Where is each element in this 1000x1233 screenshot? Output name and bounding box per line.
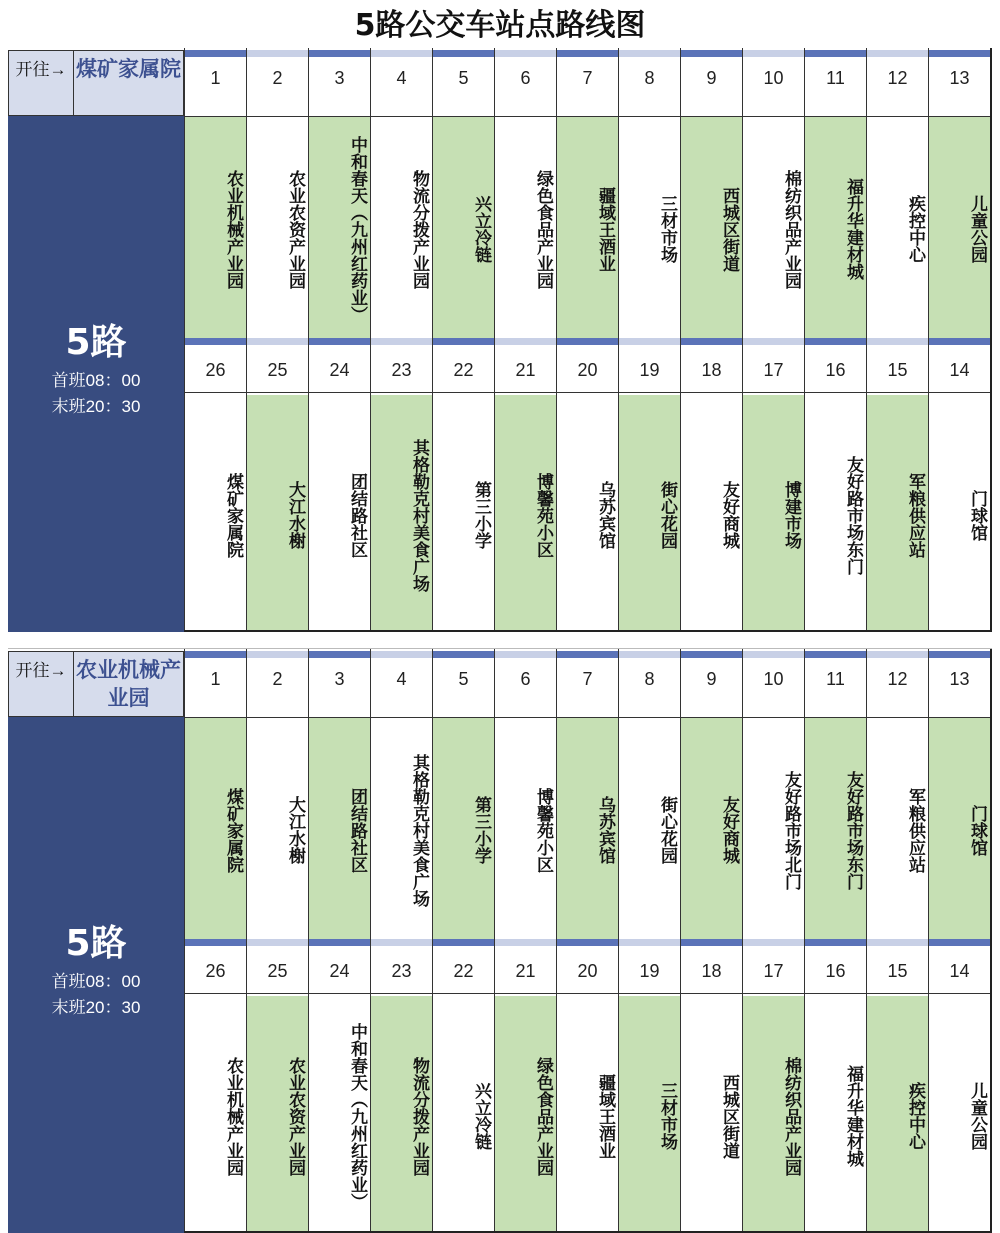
station-name: 物流分拨产业园	[409, 169, 429, 289]
station-number: 20	[577, 360, 598, 380]
station-number: 8	[644, 669, 655, 689]
column-bar	[371, 651, 432, 658]
divider	[371, 993, 432, 994]
station-name: 大江水榭	[285, 481, 305, 549]
divider	[495, 392, 556, 393]
station-column	[618, 48, 680, 630]
station-name: 疆域王酒业	[595, 186, 615, 272]
divider	[185, 993, 246, 994]
station-name: 门球馆	[967, 804, 987, 856]
column-bar	[805, 338, 866, 345]
last-bus-time: 末班20：30	[51, 998, 141, 1017]
station-name: 友好商城	[719, 481, 739, 549]
column-bar	[867, 50, 928, 57]
station-name: 友好路市场东门	[843, 455, 863, 575]
column-bar	[371, 338, 432, 345]
column-bar	[867, 939, 928, 946]
divider	[371, 116, 432, 117]
station-number: 24	[329, 961, 350, 981]
column-bar	[557, 50, 618, 57]
station-name: 农业农资产业园	[285, 169, 305, 289]
divider	[743, 392, 804, 393]
column-bar	[185, 338, 246, 345]
column-bar	[247, 651, 308, 658]
divider	[681, 392, 742, 393]
station-name: 第三小学	[471, 481, 491, 549]
station-number: 8	[644, 68, 655, 88]
station-name: 疆域王酒业	[595, 1073, 615, 1159]
station-name: 儿童公园	[967, 195, 987, 263]
divider	[929, 993, 990, 994]
column-bar	[371, 939, 432, 946]
divider	[619, 993, 680, 994]
station-column	[928, 48, 990, 630]
station-name: 大江水榭	[285, 796, 305, 864]
station-number: 13	[949, 68, 970, 88]
column-bar	[495, 939, 556, 946]
column-bar	[433, 651, 494, 658]
column-bar	[247, 939, 308, 946]
divider	[867, 717, 928, 718]
column-bar	[929, 939, 990, 946]
route-block-to-coal-mine	[8, 48, 992, 632]
column-bar	[557, 338, 618, 345]
divider	[619, 392, 680, 393]
station-column	[494, 649, 556, 1231]
station-grid	[184, 48, 992, 632]
station-name: 友好商城	[719, 796, 739, 864]
divider	[433, 392, 494, 393]
station-column	[618, 649, 680, 1231]
column-bar	[805, 50, 866, 57]
station-column	[928, 649, 990, 1231]
divider	[495, 993, 556, 994]
divider	[309, 993, 370, 994]
column-bar	[495, 50, 556, 57]
station-number: 15	[887, 961, 908, 981]
station-grid	[184, 649, 992, 1233]
column-bar	[929, 651, 990, 658]
column-bar	[681, 939, 742, 946]
divider	[867, 392, 928, 393]
divider	[247, 993, 308, 994]
station-name: 其格勒克村美食广场	[409, 438, 429, 592]
station-name: 西城区街道	[719, 1073, 739, 1159]
divider	[371, 717, 432, 718]
station-number: 7	[582, 68, 593, 88]
last-bus-time: 末班20：30	[51, 397, 141, 416]
column-bar	[619, 939, 680, 946]
station-number: 9	[706, 669, 717, 689]
divider	[557, 993, 618, 994]
direction-label: 开往→	[8, 50, 74, 116]
station-number: 5	[458, 669, 469, 689]
station-name: 农业农资产业园	[285, 1056, 305, 1176]
station-number: 22	[453, 961, 474, 981]
divider	[495, 717, 556, 718]
station-number: 6	[520, 68, 531, 88]
route-panel	[8, 116, 184, 632]
divider	[557, 392, 618, 393]
column-bar	[619, 651, 680, 658]
station-number: 19	[639, 961, 660, 981]
station-column	[370, 48, 432, 630]
station-name: 博馨苑小区	[533, 787, 553, 873]
column-bar	[743, 651, 804, 658]
station-name: 街心花园	[657, 796, 677, 864]
station-number: 24	[329, 360, 350, 380]
first-bus-time: 首班08：00	[51, 371, 141, 390]
column-bar	[805, 651, 866, 658]
column-bar	[743, 50, 804, 57]
station-name: 友好路市场北门	[781, 770, 801, 890]
station-number: 3	[334, 68, 345, 88]
station-name: 博馨苑小区	[533, 472, 553, 558]
column-bar	[433, 338, 494, 345]
column-bar	[929, 50, 990, 57]
column-bar	[867, 338, 928, 345]
station-name: 门球馆	[967, 489, 987, 541]
station-number: 15	[887, 360, 908, 380]
destination-label: 农业机械产业园	[74, 651, 184, 717]
column-bar	[185, 50, 246, 57]
station-column	[308, 649, 370, 1231]
page-title: 5路公交车站点路线图	[354, 8, 646, 43]
station-number: 13	[949, 669, 970, 689]
station-number: 21	[515, 360, 536, 380]
divider	[309, 392, 370, 393]
destination-label: 煤矿家属院	[74, 50, 184, 116]
station-name: 中和春天（九州红药业）	[347, 1022, 367, 1210]
station-name: 福升华建材城	[843, 178, 863, 280]
station-name: 团结路社区	[347, 787, 367, 873]
station-column	[866, 649, 928, 1231]
station-column	[680, 649, 742, 1231]
station-number: 6	[520, 669, 531, 689]
column-bar	[433, 50, 494, 57]
station-name: 煤矿家属院	[223, 787, 243, 873]
station-number: 23	[391, 961, 412, 981]
station-name: 棉纺织品产业园	[781, 1056, 801, 1176]
column-bar	[619, 338, 680, 345]
column-bar	[743, 338, 804, 345]
station-name: 乌苏宾馆	[595, 481, 615, 549]
divider	[185, 392, 246, 393]
station-number: 19	[639, 360, 660, 380]
station-number: 26	[205, 360, 226, 380]
station-name: 疾控中心	[905, 195, 925, 263]
station-number: 12	[887, 669, 908, 689]
station-name: 团结路社区	[347, 472, 367, 558]
station-name: 兴立冷链	[471, 195, 491, 263]
station-number: 11	[826, 669, 845, 689]
station-column	[804, 48, 866, 630]
column-bar	[557, 939, 618, 946]
station-number: 17	[763, 360, 784, 380]
column-bar	[185, 651, 246, 658]
station-name: 农业机械产业园	[223, 1056, 243, 1176]
station-number: 2	[272, 68, 283, 88]
station-column	[184, 48, 246, 630]
station-column	[494, 48, 556, 630]
divider	[247, 717, 308, 718]
divider	[805, 392, 866, 393]
station-number: 14	[949, 961, 970, 981]
divider	[247, 116, 308, 117]
column-bar	[309, 651, 370, 658]
station-name: 三材市场	[657, 195, 677, 263]
station-number: 23	[391, 360, 412, 380]
station-column	[742, 649, 804, 1231]
divider	[867, 993, 928, 994]
station-column	[742, 48, 804, 630]
column-bar	[433, 939, 494, 946]
station-column	[432, 649, 494, 1231]
station-number: 9	[706, 68, 717, 88]
divider	[433, 993, 494, 994]
station-column	[184, 649, 246, 1231]
station-column	[246, 48, 308, 630]
station-name: 绿色食品产业园	[533, 169, 553, 289]
station-number: 14	[949, 360, 970, 380]
station-number: 1	[210, 669, 221, 689]
divider	[495, 116, 556, 117]
column-bar	[929, 338, 990, 345]
station-name: 农业机械产业园	[223, 169, 243, 289]
station-column	[246, 649, 308, 1231]
station-column	[804, 649, 866, 1231]
station-name: 第三小学	[471, 796, 491, 864]
station-name: 绿色食品产业园	[533, 1056, 553, 1176]
route-block-to-agri-park	[8, 648, 992, 1233]
station-number: 16	[825, 360, 846, 380]
station-number: 10	[763, 68, 784, 88]
station-number: 3	[334, 669, 345, 689]
column-bar	[557, 651, 618, 658]
column-bar	[805, 939, 866, 946]
station-number: 2	[272, 669, 283, 689]
column-bar	[495, 338, 556, 345]
station-name: 煤矿家属院	[223, 472, 243, 558]
column-bar	[371, 50, 432, 57]
divider	[371, 392, 432, 393]
station-column	[556, 48, 618, 630]
column-bar	[867, 651, 928, 658]
column-bar	[185, 939, 246, 946]
station-name: 中和春天（九州红药业）	[347, 135, 367, 323]
divider	[619, 116, 680, 117]
station-number: 4	[396, 68, 407, 88]
column-bar	[681, 50, 742, 57]
column-bar	[619, 50, 680, 57]
route-name: 5路	[65, 322, 127, 363]
column-bar	[247, 50, 308, 57]
column-bar	[495, 651, 556, 658]
station-number: 7	[582, 669, 593, 689]
station-number: 4	[396, 669, 407, 689]
station-number: 25	[267, 360, 288, 380]
route-name: 5路	[65, 923, 127, 964]
route-panel	[8, 717, 184, 1233]
divider	[247, 392, 308, 393]
station-column	[370, 649, 432, 1231]
column-bar	[743, 939, 804, 946]
station-column	[432, 48, 494, 630]
station-name: 三材市场	[657, 1082, 677, 1150]
station-name: 儿童公园	[967, 1082, 987, 1150]
station-name: 友好路市场东门	[843, 770, 863, 890]
column-bar	[309, 338, 370, 345]
station-number: 26	[205, 961, 226, 981]
station-name: 其格勒克村美食广场	[409, 753, 429, 907]
station-name: 物流分拨产业园	[409, 1056, 429, 1176]
station-number: 21	[515, 961, 536, 981]
station-number: 16	[825, 961, 846, 981]
station-number: 5	[458, 68, 469, 88]
station-name: 兴立冷链	[471, 1082, 491, 1150]
station-name: 博建市场	[781, 481, 801, 549]
station-name: 棉纺织品产业园	[781, 169, 801, 289]
direction-label: 开往→	[8, 651, 74, 717]
divider	[929, 392, 990, 393]
station-number: 10	[763, 669, 784, 689]
station-column	[556, 649, 618, 1231]
station-number: 12	[887, 68, 908, 88]
station-number: 17	[763, 961, 784, 981]
column-bar	[681, 338, 742, 345]
station-number: 1	[210, 68, 221, 88]
station-number: 11	[826, 68, 845, 88]
station-name: 福升华建材城	[843, 1065, 863, 1167]
divider	[681, 993, 742, 994]
station-number: 25	[267, 961, 288, 981]
divider	[743, 717, 804, 718]
station-column	[866, 48, 928, 630]
station-number: 18	[701, 360, 722, 380]
station-name: 乌苏宾馆	[595, 796, 615, 864]
divider	[805, 993, 866, 994]
station-name: 街心花园	[657, 481, 677, 549]
divider	[619, 717, 680, 718]
column-bar	[247, 338, 308, 345]
divider	[867, 116, 928, 117]
divider	[743, 116, 804, 117]
divider	[743, 993, 804, 994]
station-number: 18	[701, 961, 722, 981]
column-bar	[309, 939, 370, 946]
station-number: 20	[577, 961, 598, 981]
first-bus-time: 首班08：00	[51, 972, 141, 991]
station-name: 军粮供应站	[905, 472, 925, 558]
station-name: 疾控中心	[905, 1082, 925, 1150]
station-column	[308, 48, 370, 630]
station-name: 军粮供应站	[905, 787, 925, 873]
station-number: 22	[453, 360, 474, 380]
column-bar	[681, 651, 742, 658]
station-name: 西城区街道	[719, 186, 739, 272]
station-column	[680, 48, 742, 630]
column-bar	[309, 50, 370, 57]
